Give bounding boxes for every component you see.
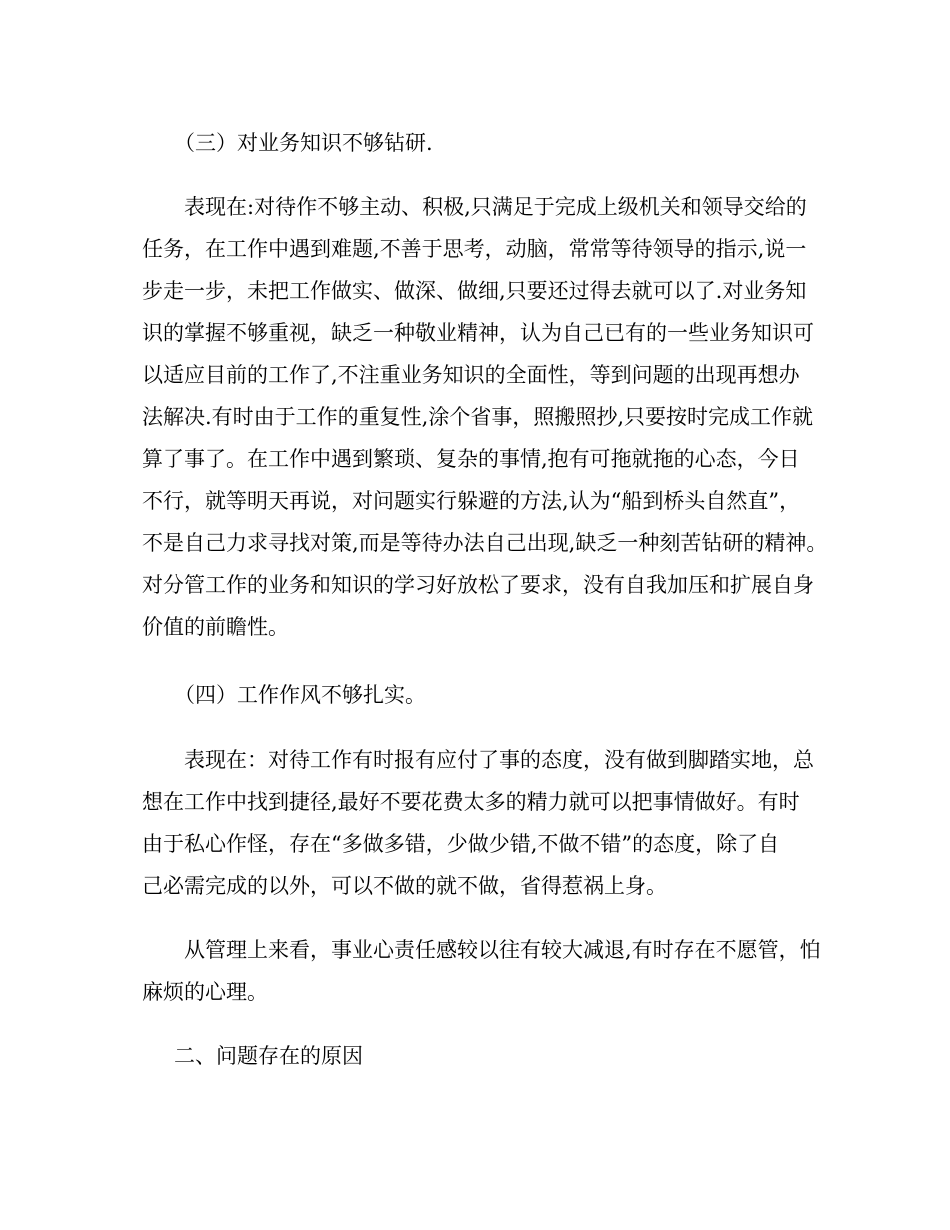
paragraph-line: 从管理上来看，事业心责任感较以往有较大减退,有时存在不愿管，怕 — [142, 938, 821, 962]
paragraph-line: 不是自己力求寻找对策,而是等待办法自己出现,缺乏一种刻苦钻研的精神。 — [142, 531, 828, 555]
paragraph-line: 想在工作中找到捷径,最好不要花费太多的精力就可以把事情做好。有时 — [142, 790, 800, 814]
paragraph-line: 表现在：对待工作有时报有应付了事的态度，没有做到脚踏实地，总 — [142, 748, 814, 772]
paragraph-line: 对分管工作的业务和知识的学习好放松了要求，没有自我加压和扩展自身 — [142, 573, 814, 597]
paragraph-line: 价值的前瞻性。 — [142, 615, 289, 639]
paragraph-line: 不行，就等明天再说，对问题实行躲避的方法,认为“船到桥头自然直”， — [142, 489, 801, 513]
paragraph-line: 以适应目前的工作了,不注重业务知识的全面性，等到问题的出现再想办 — [142, 363, 800, 387]
paragraph-line: 步走一步，未把工作做实、做深、做细,只要还过得去就可以了.对业务知 — [142, 279, 807, 303]
paragraph-line: 识的掌握不够重视，缺乏一种敬业精神，认为自己已有的一些业务知识可 — [142, 321, 814, 345]
paragraph-line: 表现在:对待作不够主动、积极,只满足于完成上级机关和领导交给的 — [142, 195, 807, 219]
heading-section-2: 二、问题存在的原因 — [174, 1044, 363, 1068]
paragraph-line: 法解决.有时由于工作的重复性,涂个省事，照搬照抄,只要按时完成工作就 — [142, 405, 814, 429]
heading-section-3: （三）对业务知识不够钻研. — [174, 131, 433, 155]
paragraph-line: 己必需完成的以外，可以不做的就不做，省得惹祸上身。 — [142, 874, 667, 898]
paragraph-line: 算了事了。在工作中遇到繁琐、复杂的事情,抱有可拖就拖的心态，今日 — [142, 447, 800, 471]
paragraph-line: 任务，在工作中遇到难题,不善于思考，动脑，常常等待领导的指示,说一 — [142, 237, 807, 261]
paragraph-line: 麻烦的心理。 — [142, 980, 268, 1004]
heading-section-4: （四）工作作风不够扎实。 — [174, 683, 426, 707]
paragraph-line: 由于私心作怪，存在“多做多错，少做少错,不做不错”的态度，除了自 — [142, 832, 780, 856]
